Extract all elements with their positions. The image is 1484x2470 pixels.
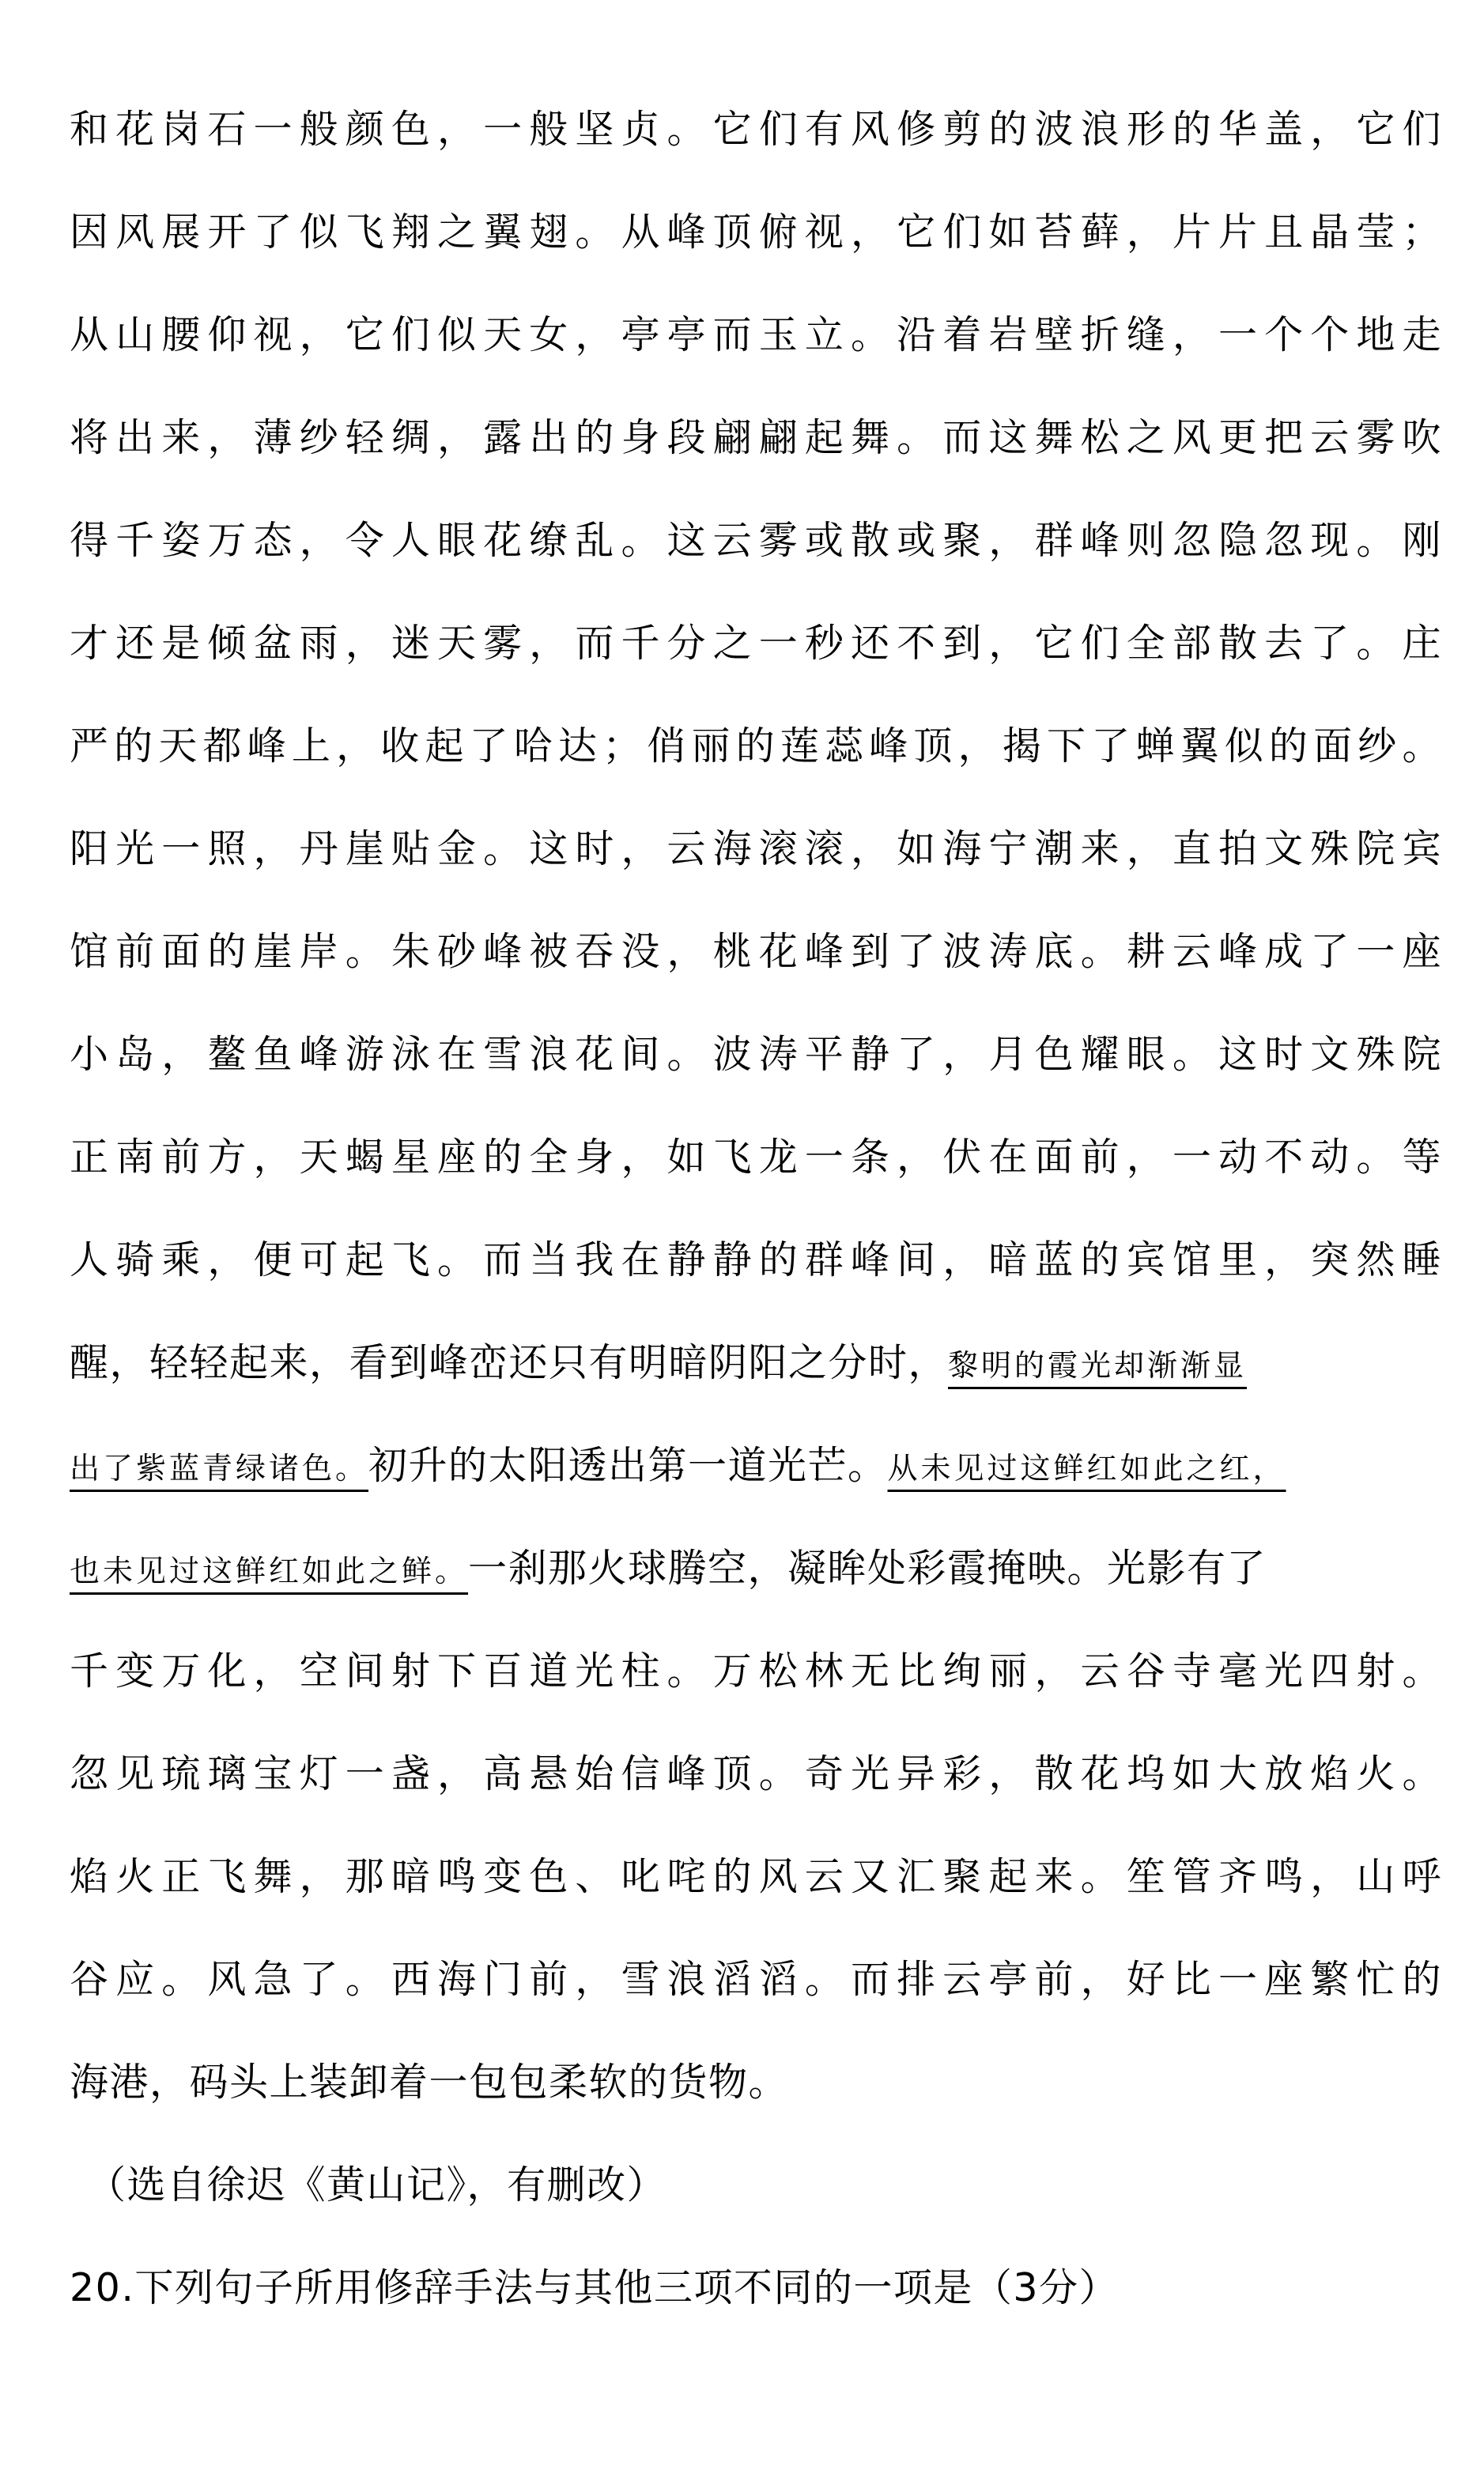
question-20: 20.下列句子所用修辞手法与其他三项不同的一项是（3分） [70, 2265, 1120, 2310]
passage-line: 将出来，薄纱轻绸，露出的身段翩翩起舞。而这舞松之风更把云雾吹 [70, 415, 1442, 460]
passage-text: 醒，轻轻起来，看到峰峦还只有明暗阴阳之分时， [70, 1340, 949, 1385]
passage-line [70, 1430, 1442, 1532]
passage-line: 小岛，鳌鱼峰游泳在雪浪花间。波涛平静了，月色耀眼。这时文殊院 [70, 1032, 1442, 1077]
underlined-sentence: 黎明的霞光却渐渐显 [948, 1348, 1248, 1383]
passage-line: 正南前方，天蝎星座的全身，如飞龙一条，伏在面前，一动不动。等 [70, 1135, 1442, 1180]
passage-line: 馆前面的崖岸。朱砂峰被吞没，桃花峰到了波涛底。耕云峰成了一座 [70, 929, 1442, 974]
source-citation: （选自徐迟《黄山记》，有删改） [87, 2162, 667, 2208]
passage-text: 初升的太阳透出第一道光芒。 [368, 1443, 888, 1488]
passage-line: 忽见琉璃宝灯一盏，高悬始信峰顶。奇光异彩，散花坞如大放焰火。 [70, 1751, 1442, 1796]
passage-line: 千变万化，空间射下百道光柱。万松林无比绚丽，云谷寺毫光四射。 [70, 1649, 1442, 1694]
document-page [70, 93, 1442, 2355]
passage-line [70, 1532, 1442, 1635]
passage-line: 从山腰仰视，它们似天女，亭亭而玉立。沿着岩壁折缝，一个个地走 [70, 312, 1442, 357]
passage-line: 严的天都峰上，收起了哈达；俏丽的莲蕊峰顶，揭下了蝉翼似的面纱。 [70, 723, 1442, 769]
passage-line: 阳光一照，丹崖贴金。这时，云海滚滚，如海宁潮来，直拍文殊院宾 [70, 826, 1442, 871]
passage-line [70, 1327, 1442, 1430]
passage-line: 因风展开了似飞翔之翼翅。从峰顶俯视，它们如苔藓，片片且晶莹； [70, 210, 1442, 255]
passage-line: 焰火正飞舞，那暗鸣变色、叱咤的风云又汇聚起来。笙管齐鸣，山呼 [70, 1854, 1442, 1899]
passage-line: 得千姿万态，令人眼花缭乱。这云雾或散或聚，群峰则忽隐忽现。刚 [70, 518, 1442, 563]
passage-text: 一刹那火球腾空，凝眸处彩霞掩映。光影有了 [468, 1546, 1267, 1591]
passage-line: 海港，码头上装卸着一包包柔软的货物。 [70, 2060, 789, 2105]
underlined-sentence: 也未见过这鲜红如此之鲜。 [70, 1554, 469, 1588]
passage-line: 谷应。风急了。西海门前，雪浪滔滔。而排云亭前，好比一座繁忙的 [70, 1957, 1442, 2002]
passage-line: 才还是倾盆雨，迷天雾，而千分之一秒还不到，它们全部散去了。庄 [70, 621, 1442, 666]
underlined-sentence: 出了紫蓝青绿诸色。 [70, 1451, 369, 1486]
passage-line: 和花岗石一般颜色，一般坚贞。它们有风修剪的波浪形的华盖，它们 [70, 107, 1442, 152]
passage-line: 人骑乘，便可起飞。而当我在静静的群峰间，暗蓝的宾馆里，突然睡 [70, 1237, 1442, 1282]
underlined-sentence: 从未见过这鲜红如此之红， [887, 1451, 1286, 1486]
